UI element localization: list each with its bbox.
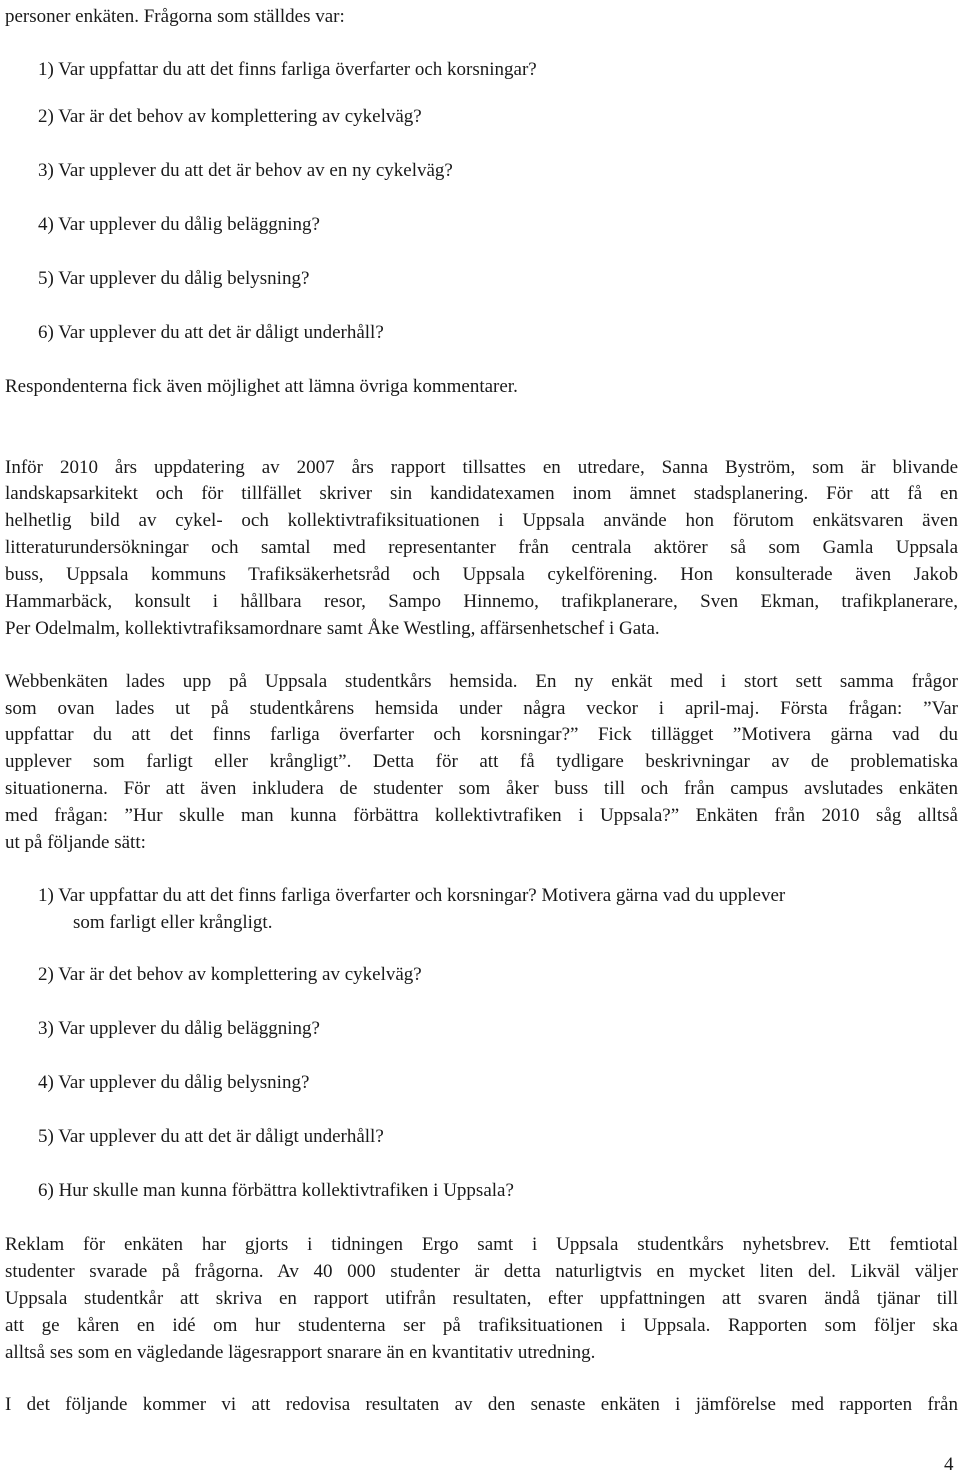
paragraph-following-line: I det följande kommer vi att redovisa resultaten av den senaste enkäten i jämförelse med rapporten från: [5, 1394, 958, 1415]
survey-2010-question-1-continued: som farligt eller krångligt.: [73, 912, 273, 933]
survey-2007-question-3: 3) Var upplever du att det är behov av en ny cykelväg?: [38, 160, 453, 181]
comment-note: Respondenterna fick även möjlighet att lämna övriga kommentarer.: [5, 376, 518, 397]
paragraph-web-line: som ovan lades ut på studentkårens hemsida under några veckor i april-maj. Första frågan: ”Var: [5, 698, 958, 719]
paragraph-ad-line: Uppsala studentkår att skriva en rapport utifrån resultaten, efter uppfattningen att svaren ändå tjänar till: [5, 1288, 958, 1309]
paragraph-update-line: Hammarbäck, konsult i hållbara resor, Sampo Hinnemo, trafikplanerare, Sven Ekman, trafikplanerare,: [5, 591, 958, 612]
survey-2010-question-1: 1) Var uppfattar du att det finns farliga överfarter och korsningar? Motivera gärna vad du upplever: [38, 885, 786, 906]
survey-2007-question-1: 1) Var uppfattar du att det finns farliga överfarter och korsningar?: [38, 59, 537, 80]
page-number: 4: [944, 1454, 954, 1475]
paragraph-web-line: ut på följande sätt:: [5, 832, 146, 853]
paragraph-update-line: landskapsarkitekt och för tillfället skriver sin kandidatexamen inom ämnet stadsplanering. För att få en: [5, 483, 958, 504]
paragraph-ad-line: Reklam för enkäten har gjorts i tidningen Ergo samt i Uppsala studentkårs nyhetsbrev. Ett femtiotal: [5, 1234, 958, 1255]
survey-2010-question-2: 2) Var är det behov av komplettering av cykelväg?: [38, 964, 422, 985]
paragraph-ad-line: att ge kåren en idé om hur studenterna ser på trafiksituationen i Uppsala. Rapporten som följer ska: [5, 1315, 958, 1336]
paragraph-web-line: situationerna. För att även inkludera de studenter som åker buss till och från campus avslutades enkäten: [5, 778, 958, 799]
paragraph-ad-line: alltså ses som en vägledande lägesrapport snarare än en kvantitativ utredning.: [5, 1342, 596, 1363]
paragraph-update-line: Inför 2010 års uppdatering av 2007 års rapport tillsattes en utredare, Sanna Byström, som är blivande: [5, 457, 958, 478]
survey-2010-question-4: 4) Var upplever du dålig belysning?: [38, 1072, 310, 1093]
paragraph-update-line: litteraturundersökningar och samtal med representanter från centrala aktörer så som Gamla Uppsala: [5, 537, 958, 558]
survey-2010-question-3: 3) Var upplever du dålig beläggning?: [38, 1018, 320, 1039]
paragraph-web-line: uppfattar du att det finns farliga överfarter och korsningar?” Fick tillägget ”Motivera gärna vad du: [5, 724, 958, 745]
paragraph-web-line: med frågan: ”Hur skulle man kunna förbättra kollektivtrafiken i Uppsala?” Enkäten från 2010 såg alltså: [5, 805, 958, 826]
survey-2007-question-5: 5) Var upplever du dålig belysning?: [38, 268, 310, 289]
survey-2007-question-6: 6) Var upplever du att det är dåligt underhåll?: [38, 322, 384, 343]
paragraph-update-line: helhetlig bild av cykel- och kollektivtrafiksituationen i Uppsala använde hon förutom enkätsvaren även: [5, 510, 958, 531]
survey-2010-question-5: 5) Var upplever du att det är dåligt underhåll?: [38, 1126, 384, 1147]
paragraph-update-line: buss, Uppsala kommuns Trafiksäkerhetsråd och Uppsala cykelförening. Hon konsulterade även Jakob: [5, 564, 958, 585]
intro-line: personer enkäten. Frågorna som ställdes var:: [5, 6, 345, 27]
paragraph-update-line: Per Odelmalm, kollektivtrafiksamordnare samt Åke Westling, affärsenhetschef i Gata.: [5, 618, 660, 639]
survey-2007-question-4: 4) Var upplever du dålig beläggning?: [38, 214, 320, 235]
paragraph-ad-line: studenter svarade på frågorna. Av 40 000 studenter är detta naturligtvis en mycket liten del. Likväl väljer: [5, 1261, 958, 1282]
survey-2010-question-6: 6) Hur skulle man kunna förbättra kollektivtrafiken i Uppsala?: [38, 1180, 514, 1201]
paragraph-web-line: Webbenkäten lades upp på Uppsala studentkårs hemsida. En ny enkät med i stort sett samma frågor: [5, 671, 958, 692]
survey-2007-question-2: 2) Var är det behov av komplettering av cykelväg?: [38, 106, 422, 127]
paragraph-web-line: upplever som farligt eller krångligt”. Detta för att få tydligare beskrivningar av de problematiska: [5, 751, 958, 772]
